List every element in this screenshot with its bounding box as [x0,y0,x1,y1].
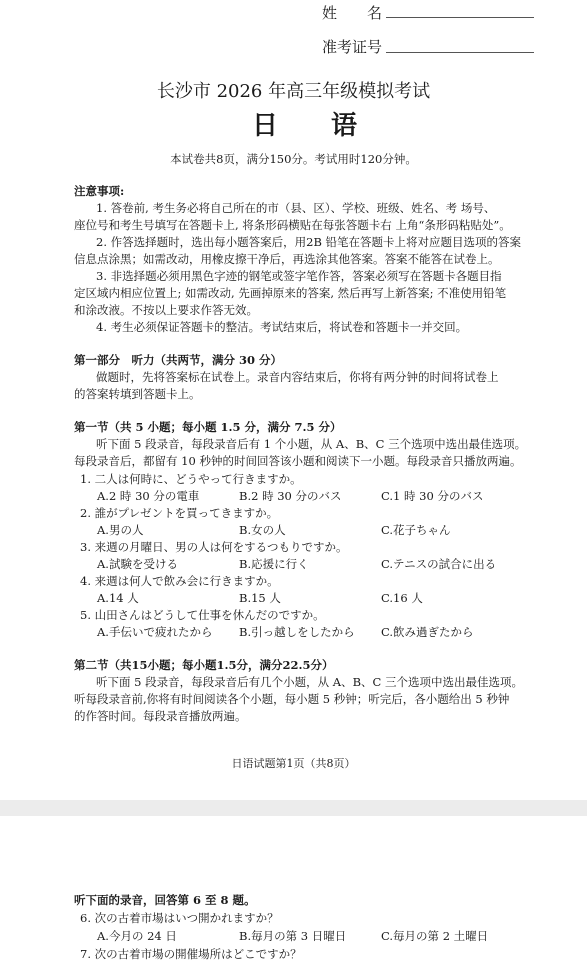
question-1-option-b: B.2 時 30 分のバス [239,489,342,503]
question-5-option-c: C.飲み過ぎたから [381,625,474,639]
question-3-option-b: B.応援に行く [239,557,309,571]
question-3: 3. 来週の月曜日、男の人は何をするつもりですか。 [80,540,348,554]
section2-heading: 第二节（共15小题；每小题1.5分，满分22.5分） [74,658,334,672]
question-5-option-b: B.引っ越しをしたから [239,625,355,639]
notes-heading: 注意事项: [74,184,125,198]
page-gap [0,800,587,816]
question-5: 5. 山田さんはどうして仕事を休んだのですか。 [80,608,325,622]
note-2-line-2: 信息点涂黑；如需改动，用橡皮擦干净后，再选涂其他答案。答案不能答在试卷上。 [74,252,500,266]
question-1-option-a: A.2 時 30 分の電車 [97,489,200,503]
name-underline [386,17,534,18]
question-2-option-b: B.女の人 [239,523,286,537]
name-label: 姓 名 [322,4,383,22]
exam-info: 本试卷共8页，满分150分。考试用时120分钟。 [170,152,417,166]
section2-intro-line-2: 听每段录音前,你将有时间阅读各个小题，每小题 5 秒钟；听完后，各小题给出 5 秒钟 [74,692,510,706]
note-3-line-1: 3. 非选择题必须用黑色字迹的钢笔或签字笔作答，答案必须写在答题卡各题目指 [96,269,502,283]
page-footer: 日语试题第1页（共8页） [231,757,356,770]
section1-intro-line-1: 听下面 5 段录音，每段录音后有 1 个小题，从 A、B、C 三个选项中选出最佳选项。 [96,437,527,451]
question-4-option-c: C.16 人 [381,591,423,605]
question-6-option-b: B.毎月の第 3 日曜日 [239,929,347,943]
exam-page-2 [0,816,587,960]
note-3-line-3: 和涂改液。不按以上要求作答无效。 [74,303,258,317]
subject-title: 日 语 [251,111,380,141]
note-1-line-2: 座位号和考生号填写在答题卡上, 将条形码横贴在每张答题卡右 上角“条形码粘贴处”。 [74,218,511,232]
part1-intro-line-2: 的答案转填到答题卡上。 [74,387,201,401]
question-5-option-a: A.手伝いで疲れたから [97,625,213,639]
question-2: 2. 誰がプレゼントを買ってきますか。 [80,506,279,520]
page2-instruction: 听下面的录音，回答第 6 至 8 题。 [74,893,256,907]
question-6-option-c: C.毎月の第 2 土曜日 [381,929,489,943]
question-6: 6. 次の古着市場はいつ開かれますか？ [80,911,279,925]
exam-id-label: 准考证号 [322,38,383,56]
note-3-line-2: 定区域内相应位置上; 如需改动, 先画掉原来的答案, 然后再写上新答案; 不准使用铅笔 [74,286,507,300]
exam-title: 长沙市 2026 年高三年级模拟考试 [156,81,431,102]
question-2-option-a: A.男の人 [97,523,144,537]
note-1-line-1: 1. 答卷前, 考生务必将自己所在的市（县、区）、学校、班级、姓名、考 场号、 [96,201,496,215]
section2-intro-line-1: 听下面 5 段录音，每段录音后有几个小题，从 A、B、C 三个选项中选出最佳选项。 [96,675,523,689]
question-2-option-c: C.花子ちゃん [381,523,451,537]
question-7: 7. 次の古着市場の開催場所はどこですか？ [80,947,302,961]
part1-heading: 第一部分 听力（共两节，满分 30 分） [74,353,283,367]
question-4-option-b: B.15 人 [239,591,281,605]
question-3-option-c: C.テニスの試合に出る [381,557,497,571]
question-6-option-a: A.今月の 24 日 [97,929,177,943]
section1-intro-line-2: 每段录音后，都留有 10 秒钟的时间回答该小题和阅读下一小题。每段录音只播放两遍。 [74,454,522,468]
section2-intro-line-3: 的作答时间。每段录音播放两遍。 [74,709,247,723]
question-3-option-a: A.試験を受ける [97,557,178,571]
section1-heading: 第一节（共 5 小题；每小题 1.5 分，满分 7.5 分） [74,420,342,434]
question-1-option-c: C.1 時 30 分のバス [381,489,484,503]
question-4-option-a: A.14 人 [97,591,139,605]
note-4-line-1: 4. 考生必须保证答题卡的整洁。考试结束后，将试卷和答题卡一并交回。 [96,320,468,334]
question-1: 1. 二人は何時に、どうやって行きますか。 [80,472,302,486]
question-4: 4. 来週は何人で飲み会に行きますか。 [80,574,279,588]
exam-id-underline [386,52,534,53]
note-2-line-1: 2. 作答选择题时，选出每小题答案后，用2B 铅笔在答题卡上将对应题目选项的答案 [96,235,522,249]
part1-intro-line-1: 做题时，先将答案标在试卷上。录音内容结束后，你将有两分钟的时间将试卷上 [96,370,499,384]
